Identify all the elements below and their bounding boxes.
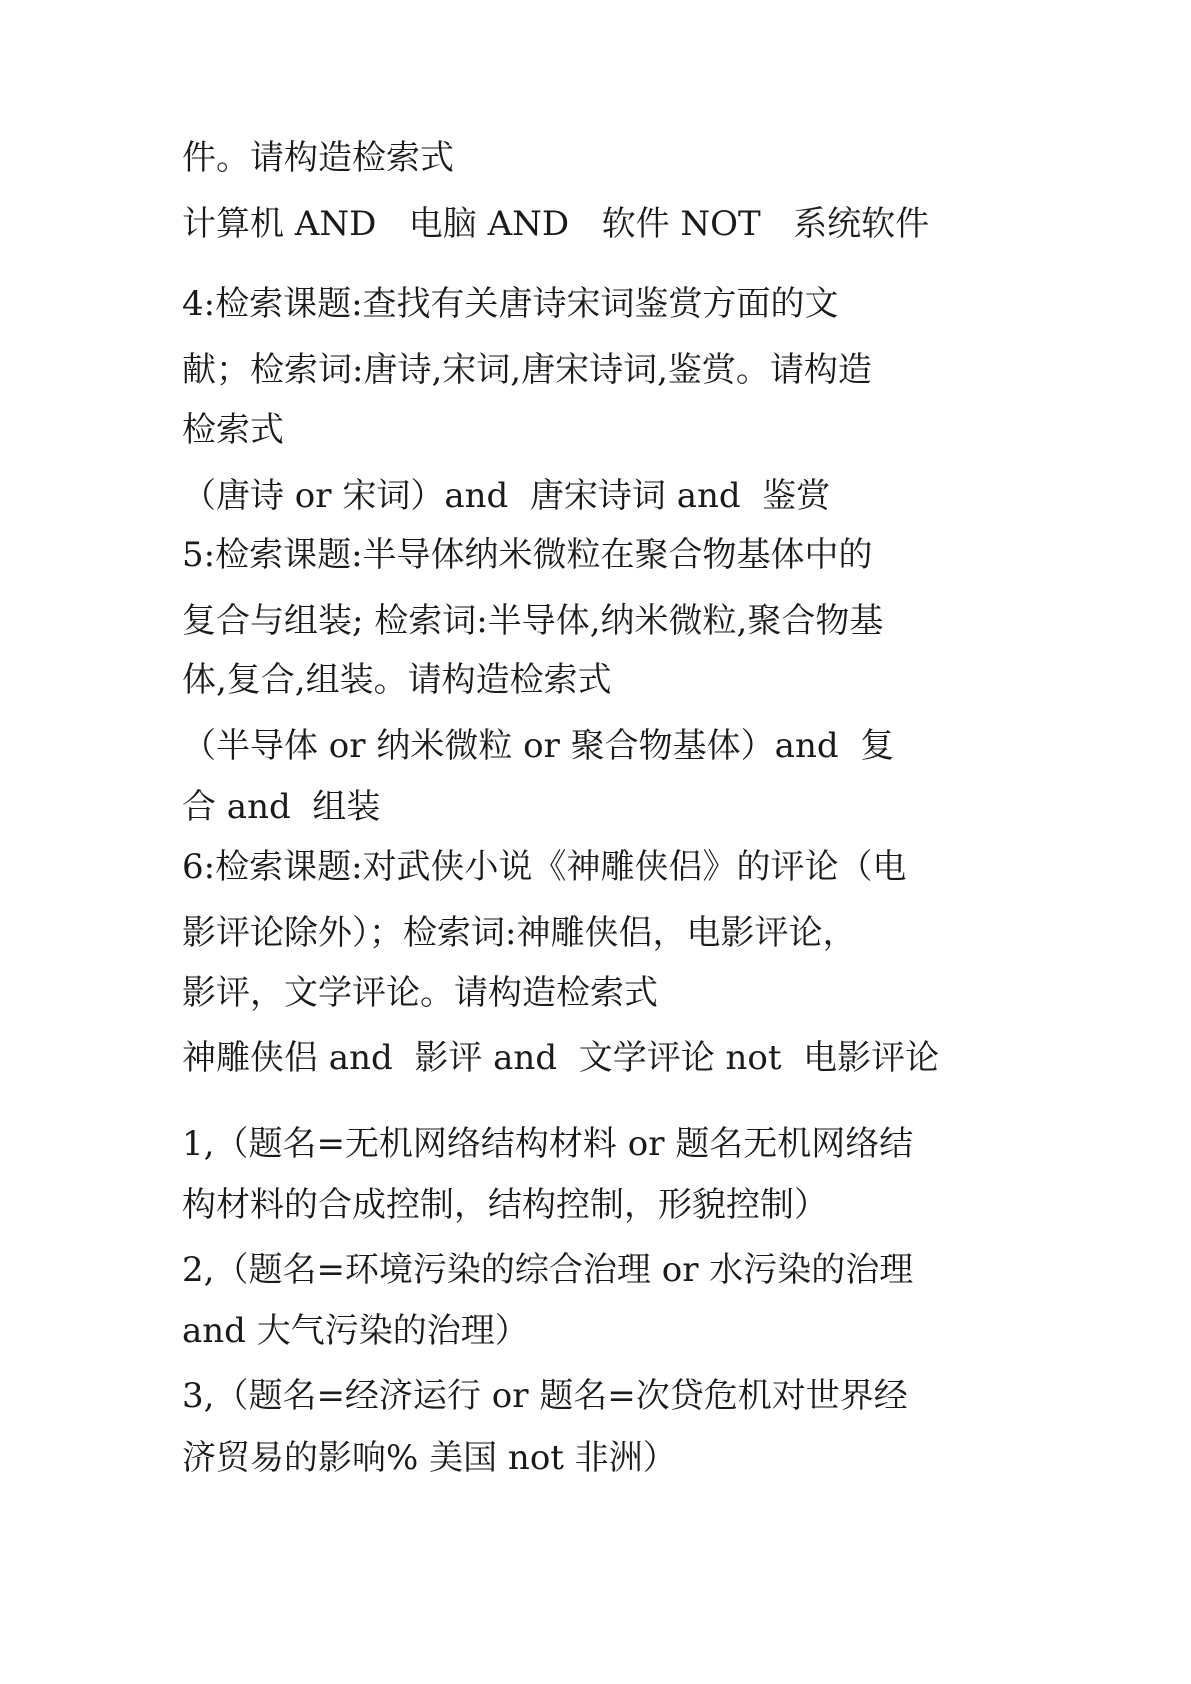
text-line: 4:检索课题:查找有关唐诗宋词鉴赏方面的文 — [182, 284, 839, 324]
text-line: 献；检索词:唐诗,宋词,唐宋诗词,鉴赏。请构造 — [182, 350, 872, 390]
text-line: 1,（题名=无机网络结构材料 or 题名无机网络结 — [182, 1124, 914, 1164]
text-line: 影评，文学评论。请构造检索式 — [182, 973, 658, 1013]
text-line: （唐诗 or 宋词）and 唐宋诗词 and 鉴赏 — [182, 476, 831, 516]
text-line: 体,复合,组装。请构造检索式 — [182, 660, 612, 700]
text-line: 3,（题名=经济运行 or 题名=次贷危机对世界经 — [182, 1376, 908, 1416]
text-line: 6:检索课题:对武侠小说《神雕侠侣》的评论（电 — [182, 847, 907, 887]
text-line: and 大气污染的治理） — [182, 1311, 529, 1351]
text-line: 5:检索课题:半导体纳米微粒在聚合物基体中的 — [182, 535, 873, 575]
text-line: 复合与组装; 检索词:半导体,纳米微粒,聚合物基 — [182, 601, 884, 641]
text-line: 济贸易的影响% 美国 not 非洲） — [182, 1438, 677, 1478]
text-line: 构材料的合成控制，结构控制，形貌控制） — [182, 1185, 828, 1225]
text-line: 件。请构造检索式 — [182, 138, 454, 178]
text-line: 影评论除外）；检索词:神雕侠侣，电影评论， — [182, 913, 857, 953]
text-line: 计算机 AND 电脑 AND 软件 NOT 系统软件 — [182, 204, 930, 244]
text-line: 神雕侠侣 and 影评 and 文学评论 not 电影评论 — [182, 1038, 940, 1078]
text-line: 合 and 组装 — [182, 787, 381, 827]
text-line: （半导体 or 纳米微粒 or 聚合物基体）and 复 — [182, 726, 895, 766]
text-line: 检索式 — [182, 410, 284, 450]
text-line: 2,（题名=环境污染的综合治理 or 水污染的治理 — [182, 1250, 914, 1290]
